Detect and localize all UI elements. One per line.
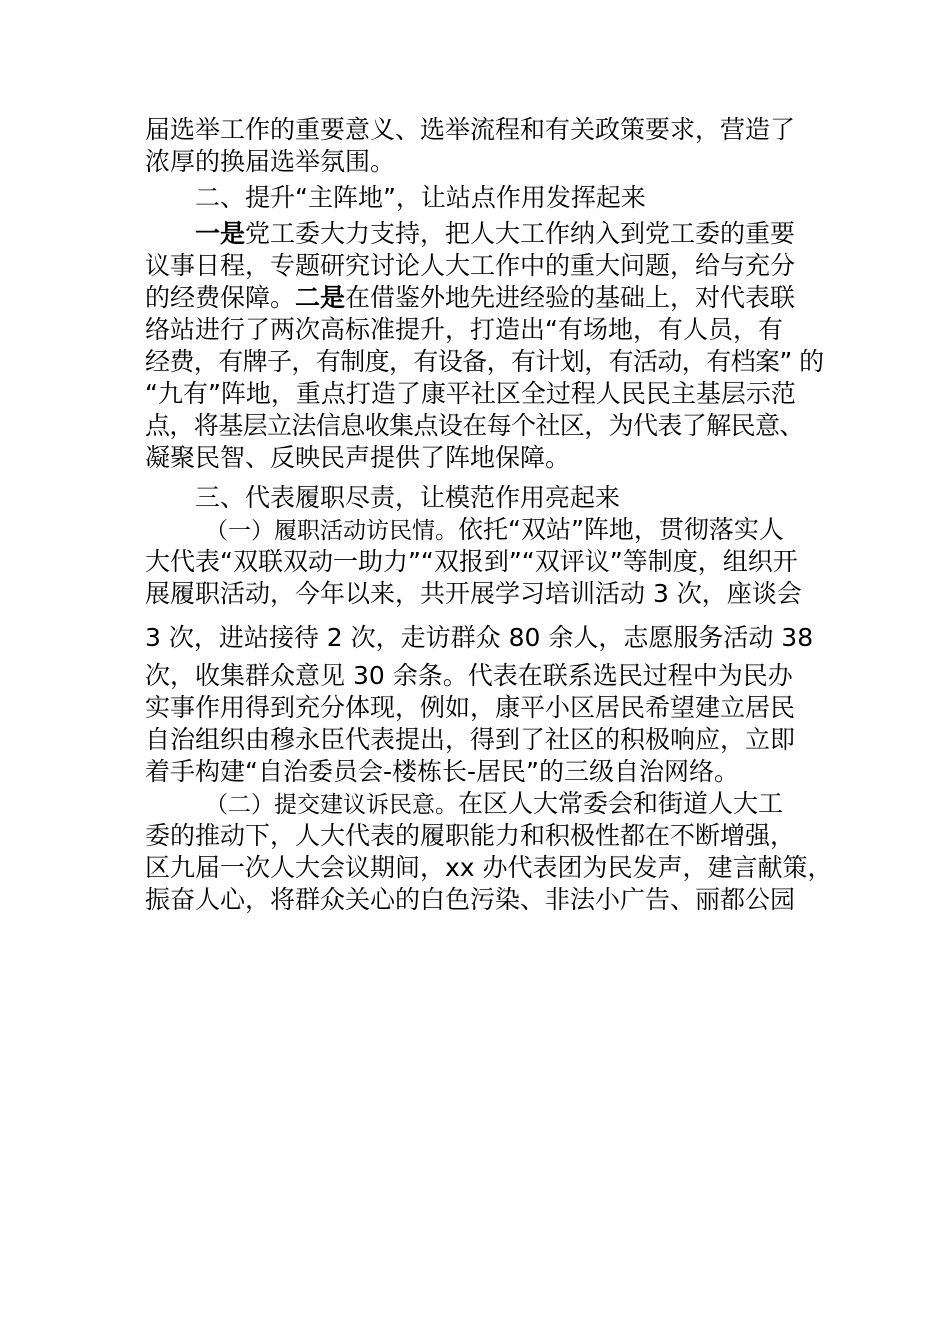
text-line: 依托“双站”阵地，贯彻落实人 [458, 515, 784, 544]
text-line: 浓厚的换届选举氛围。 [145, 147, 396, 176]
text-line: 展履职活动，今年以来，共开展学习培训活动 3 次，座谈会 [145, 579, 802, 608]
text-line: 经费，有牌子，有制度，有设备，有计划，有活动，有档案” 的 [145, 347, 824, 376]
text-line: 的经费保障。 [145, 283, 296, 312]
text-line: 自治组织由穆永臣代表提出，得到了社区的积极响应，立即 [145, 725, 796, 754]
text-line: 党工委大力支持，把人大工作纳入到党工委的重要 [245, 219, 796, 248]
paragraph-election [145, 114, 813, 178]
emphasis-first: 一是 [195, 219, 246, 248]
emphasis-second: 二是 [295, 283, 346, 312]
text-line: 次，收集群众意见 30 余条。代表在联系选民过程中为民办 [145, 661, 793, 690]
text-line: 络站进行了两次高标准提升，打造出“有场地，有人员，有 [145, 315, 783, 344]
text-line: 委的推动下，人大代表的履职能力和积极性都在不断增强， [145, 821, 796, 850]
paragraph-station [145, 218, 824, 474]
text-line: 届选举工作的重要意义、选举流程和有关政策要求，营造了 [145, 115, 796, 144]
section-heading-3: 三、代表履职尽责，让模范作用亮起来 [195, 483, 621, 512]
paragraph-proposals [145, 788, 833, 916]
text-line: 振奋人心，将群众关心的白色污染、非法小广告、丽都公园 [145, 885, 796, 914]
text-line: 议事日程，专题研究讨论人大工作中的重大问题，给与充分 [145, 251, 796, 280]
text-line: 实事作用得到充分体现，例如，康平小区居民希望建立居民 [145, 693, 796, 722]
section-heading-2: 二、提升“主阵地”，让站点作用发挥起来 [195, 183, 646, 212]
subsection-heading-1: （一）履职活动访民情。 [205, 518, 458, 544]
text-line: 在借鉴外地先进经验的基础上，对代表联 [345, 283, 796, 312]
text-line: 区九届一次人大会议期间，xx 办代表团为民发声，建言献策， [145, 853, 833, 882]
text-line: 着手构建“自治委员会-楼栋长-居民”的三级自治网络。 [145, 757, 739, 786]
text-line: 3 次，进站接待 2 次，走访群众 80 余人，志愿服务活动 38 [145, 623, 814, 652]
text-line: 点，将基层立法信息收集点设在每个社区，为代表了解民意、 [145, 411, 804, 440]
text-line: 在区人大常委会和街道人大工 [458, 789, 784, 818]
subsection-heading-2: （二）提交建议诉民意。 [205, 792, 458, 818]
text-line: 凝聚民智、反映民声提供了阵地保障。 [145, 443, 571, 472]
paragraph-duties [145, 514, 813, 788]
document-body [145, 114, 833, 916]
text-line: 大代表“双联双动一助力”“双报到”“双评议”等制度，组织开 [145, 547, 798, 576]
text-line: “九有”阵地，重点打造了康平社区全过程人民民主基层示范 [145, 379, 796, 408]
